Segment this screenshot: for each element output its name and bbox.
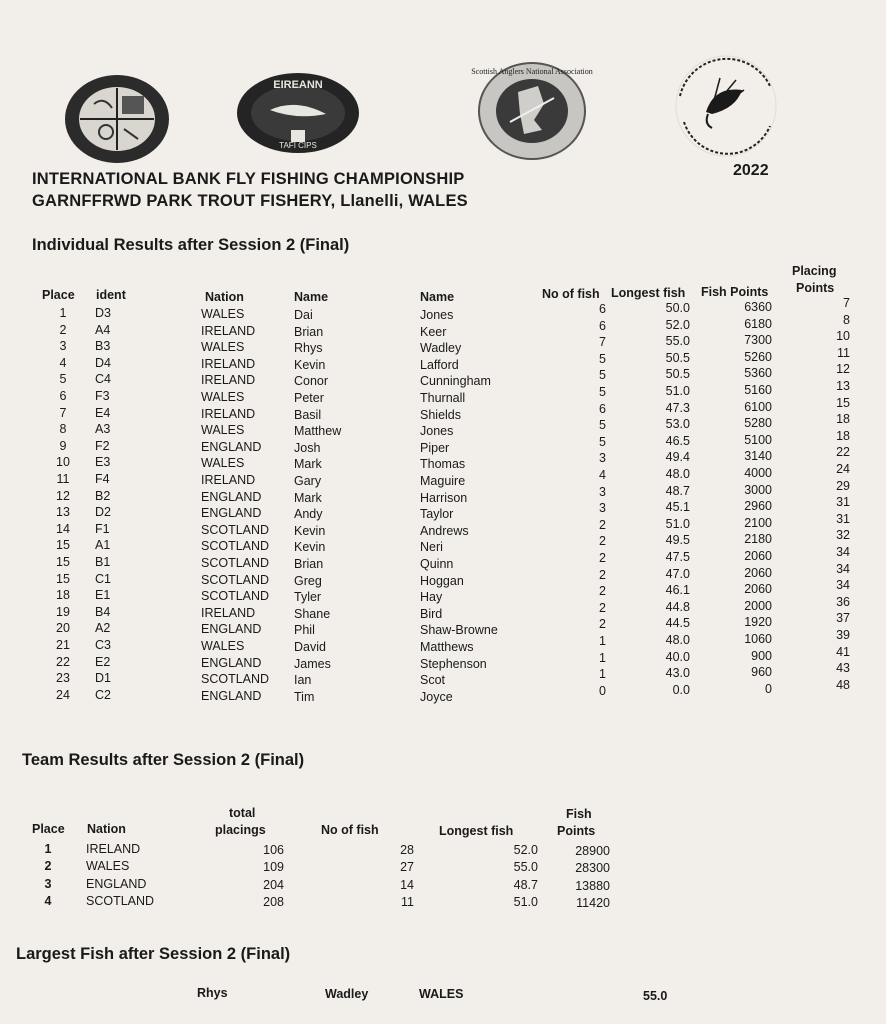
individual-row-23-last-name: Scot (420, 673, 446, 688)
individual-row-24-place: 24 (56, 687, 70, 702)
individual-row-3-no-of-fish: 7 (599, 335, 606, 350)
team-row-1-fish-points: 28900 (575, 844, 610, 858)
individual-row-17-fish-points: 2060 (744, 565, 772, 580)
individual-row-15-last-name: Neri (420, 540, 443, 555)
col-header-place: Place (42, 288, 75, 302)
individual-row-11-nation: IRELAND (201, 473, 256, 487)
individual-row-10-first-name: Mark (294, 457, 322, 472)
individual-row-1-longest-fish: 50.0 (665, 301, 690, 315)
individual-row-17-nation: SCOTLAND (201, 572, 270, 587)
individual-row-2-placing-points: 8 (843, 312, 850, 327)
individual-row-1-placing-points: 7 (843, 296, 850, 310)
largest-fish-heading: Largest Fish after Session 2 (Final) (16, 945, 291, 963)
individual-row-12-ident: B2 (95, 488, 111, 503)
individual-row-4-fish-points: 5260 (744, 349, 772, 364)
individual-row-19-first-name: Shane (294, 606, 331, 621)
col-header-placing: Placing (792, 264, 837, 278)
individual-row-20-ident: A2 (95, 621, 111, 636)
individual-row-22-nation: ENGLAND (201, 655, 262, 670)
team-col-header-placings: placings (215, 823, 266, 837)
individual-row-8-ident: A3 (95, 422, 111, 437)
individual-row-15-longest-fish: 49.5 (665, 533, 690, 548)
individual-row-23-placing-points: 43 (836, 661, 850, 676)
individual-row-24-first-name: Tim (294, 689, 315, 704)
individual-row-11-first-name: Gary (294, 474, 322, 488)
individual-row-20-longest-fish: 44.5 (665, 616, 690, 631)
individual-row-15-first-name: Kevin (294, 540, 326, 555)
individual-row-13-place: 13 (56, 505, 70, 520)
individual-row-21-placing-points: 39 (836, 628, 850, 642)
col-header-longest-fish: Longest fish (611, 286, 686, 300)
team-row-2-place: 2 (44, 859, 52, 874)
individual-row-2-no-of-fish: 6 (599, 318, 606, 333)
individual-row-22-placing-points: 41 (836, 644, 850, 659)
individual-row-13-first-name: Andy (294, 507, 323, 522)
team-row-4-total-placings: 208 (263, 895, 284, 910)
individual-row-16-nation: SCOTLAND (201, 556, 270, 570)
individual-row-22-fish-points: 900 (751, 648, 772, 663)
col-header-nation: Nation (205, 290, 244, 304)
individual-row-14-fish-points: 2100 (744, 515, 772, 530)
individual-row-3-fish-points: 7300 (744, 333, 772, 348)
individual-row-24-longest-fish: 0.0 (672, 682, 690, 697)
team-row-2-longest-fish: 55.0 (513, 860, 538, 875)
welsh-association-logo (666, 52, 786, 160)
individual-row-20-placing-points: 37 (836, 611, 850, 626)
individual-row-18-placing-points: 34 (836, 578, 850, 593)
individual-row-4-ident: D4 (95, 355, 111, 370)
individual-row-21-nation: WALES (201, 639, 245, 653)
individual-row-12-last-name: Harrison (420, 490, 468, 505)
individual-row-24-placing-points: 48 (836, 677, 850, 692)
individual-row-15-no-of-fish: 2 (599, 534, 606, 549)
individual-row-8-first-name: Matthew (294, 424, 342, 439)
individual-row-14-no-of-fish: 2 (599, 517, 606, 532)
individual-row-4-nation: IRELAND (201, 356, 256, 371)
individual-row-7-longest-fish: 47.3 (665, 400, 690, 415)
individual-row-6-placing-points: 13 (836, 379, 850, 393)
individual-row-1-ident: D3 (95, 306, 111, 320)
individual-row-19-fish-points: 2000 (744, 598, 772, 613)
individual-row-20-no-of-fish: 2 (599, 617, 606, 632)
team-row-1-nation: IRELAND (86, 842, 141, 856)
individual-row-4-longest-fish: 50.5 (665, 350, 690, 365)
individual-row-1-no-of-fish: 6 (599, 302, 606, 316)
individual-row-22-no-of-fish: 1 (599, 650, 606, 665)
scottish-logo-text: Scottish Anglers National Association (471, 67, 593, 76)
individual-row-19-no-of-fish: 2 (599, 600, 606, 615)
individual-row-16-placing-points: 34 (836, 545, 850, 559)
col-header-first-name: Name (294, 290, 329, 304)
individual-row-12-placing-points: 29 (836, 478, 850, 493)
individual-row-10-no-of-fish: 3 (599, 451, 606, 466)
eireann-logo-subtext: TAFI CIPS (279, 141, 317, 150)
individual-row-5-place: 5 (59, 372, 67, 387)
individual-row-10-place: 10 (56, 455, 70, 470)
individual-row-24-fish-points: 0 (765, 681, 772, 696)
team-col-header-place: Place (32, 822, 65, 836)
individual-row-7-no-of-fish: 6 (599, 401, 606, 416)
individual-row-7-placing-points: 15 (836, 395, 850, 410)
individual-row-6-no-of-fish: 5 (599, 385, 606, 399)
england-association-logo (64, 74, 170, 164)
individual-row-14-ident: F1 (95, 521, 110, 536)
individual-row-6-ident: F3 (95, 389, 110, 403)
individual-row-19-last-name: Bird (420, 606, 443, 621)
individual-row-11-no-of-fish: 4 (599, 468, 606, 482)
individual-row-5-last-name: Cunningham (420, 374, 491, 389)
largest-fish-length: 55.0 (643, 989, 668, 1003)
individual-row-9-no-of-fish: 5 (599, 434, 606, 449)
individual-row-1-nation: WALES (201, 307, 245, 321)
individual-row-11-longest-fish: 48.0 (665, 467, 690, 481)
individual-row-6-last-name: Thurnall (420, 391, 466, 405)
individual-row-7-fish-points: 6100 (744, 399, 772, 414)
individual-row-1-place: 1 (59, 306, 67, 320)
eireann-logo (236, 72, 361, 154)
team-col-header-no-of-fish: No of fish (321, 823, 379, 837)
individual-row-12-longest-fish: 48.7 (665, 483, 690, 498)
individual-row-18-first-name: Tyler (294, 590, 322, 605)
team-row-4-nation: SCOTLAND (86, 894, 155, 909)
individual-row-16-no-of-fish: 2 (599, 551, 606, 565)
individual-row-13-fish-points: 2960 (744, 499, 772, 514)
individual-row-23-place: 23 (56, 671, 70, 686)
individual-row-13-longest-fish: 45.1 (665, 500, 690, 515)
individual-row-22-last-name: Stephenson (420, 656, 487, 671)
individual-row-9-nation: ENGLAND (201, 439, 262, 454)
individual-row-18-ident: E1 (95, 588, 111, 603)
individual-row-5-first-name: Conor (294, 374, 329, 389)
individual-row-14-place: 14 (56, 521, 70, 536)
team-results-heading: Team Results after Session 2 (Final) (22, 751, 305, 769)
individual-row-15-placing-points: 32 (836, 528, 850, 543)
individual-row-9-placing-points: 18 (836, 428, 850, 443)
team-col-header-points: Points (557, 824, 596, 838)
individual-row-17-last-name: Hoggan (420, 573, 464, 588)
individual-row-11-last-name: Maguire (420, 474, 466, 488)
team-row-3-place: 3 (44, 876, 52, 891)
individual-row-16-ident: B1 (95, 555, 111, 569)
individual-row-24-no-of-fish: 0 (599, 683, 606, 698)
individual-row-10-last-name: Thomas (420, 457, 466, 472)
team-row-3-nation: ENGLAND (86, 876, 147, 891)
individual-row-7-last-name: Shields (420, 407, 461, 422)
individual-row-20-fish-points: 1920 (744, 615, 772, 630)
individual-row-11-place: 11 (56, 472, 70, 486)
individual-row-3-placing-points: 10 (836, 329, 850, 344)
team-row-3-total-placings: 204 (263, 877, 284, 892)
individual-row-22-ident: E2 (95, 654, 111, 669)
individual-row-12-fish-points: 3000 (744, 482, 772, 497)
individual-row-2-longest-fish: 52.0 (665, 317, 690, 332)
individual-row-2-last-name: Keer (420, 324, 447, 339)
individual-row-13-no-of-fish: 3 (599, 501, 606, 516)
individual-row-22-longest-fish: 40.0 (665, 649, 690, 664)
individual-row-15-nation: SCOTLAND (201, 539, 270, 554)
individual-row-9-first-name: Josh (294, 440, 321, 455)
individual-row-19-place: 19 (56, 604, 70, 619)
individual-row-19-placing-points: 36 (836, 594, 850, 609)
individual-row-3-longest-fish: 55.0 (665, 334, 690, 349)
individual-row-2-first-name: Brian (294, 324, 324, 339)
individual-row-10-nation: WALES (201, 456, 245, 471)
individual-row-5-placing-points: 12 (836, 362, 850, 377)
individual-row-10-fish-points: 3140 (744, 449, 772, 464)
individual-row-11-placing-points: 24 (836, 462, 850, 476)
team-row-1-place: 1 (44, 842, 52, 856)
individual-row-5-ident: C4 (95, 372, 111, 387)
individual-row-16-place: 15 (56, 555, 70, 569)
individual-row-12-no-of-fish: 3 (599, 484, 606, 499)
individual-row-12-first-name: Mark (294, 490, 322, 505)
individual-row-10-ident: E3 (95, 455, 111, 470)
individual-row-20-last-name: Shaw-Browne (420, 623, 498, 638)
individual-row-8-nation: WALES (201, 423, 245, 438)
individual-row-17-placing-points: 34 (836, 561, 850, 576)
individual-row-18-place: 18 (56, 588, 70, 603)
individual-row-7-ident: E4 (95, 405, 111, 420)
team-row-3-fish-points: 13880 (575, 878, 610, 893)
individual-row-16-longest-fish: 47.5 (665, 550, 690, 564)
championship-year: 2022 (733, 162, 769, 179)
individual-row-19-ident: B4 (95, 604, 111, 619)
individual-row-21-no-of-fish: 1 (599, 634, 606, 648)
team-col-header-nation: Nation (87, 822, 126, 836)
team-row-4-longest-fish: 51.0 (513, 895, 538, 910)
individual-row-3-nation: WALES (201, 340, 245, 355)
individual-row-19-nation: IRELAND (201, 605, 256, 620)
individual-row-21-first-name: David (294, 640, 326, 654)
individual-row-22-place: 22 (56, 654, 70, 669)
team-row-1-longest-fish: 52.0 (513, 843, 538, 857)
individual-row-6-first-name: Peter (294, 391, 324, 405)
individual-row-13-placing-points: 31 (836, 495, 850, 510)
team-col-header-longest-fish: Longest fish (439, 824, 514, 838)
individual-row-20-place: 20 (56, 621, 70, 636)
individual-row-17-ident: C1 (95, 571, 111, 586)
team-row-4-fish-points: 11420 (576, 896, 610, 911)
individual-row-8-no-of-fish: 5 (599, 418, 606, 433)
team-row-4-no-of-fish: 11 (401, 895, 414, 910)
individual-row-9-fish-points: 5100 (744, 432, 772, 447)
individual-row-4-first-name: Kevin (294, 357, 326, 372)
individual-row-10-longest-fish: 49.4 (665, 450, 690, 465)
individual-row-15-fish-points: 2180 (744, 532, 772, 547)
individual-row-12-nation: ENGLAND (201, 489, 262, 504)
individual-row-18-nation: SCOTLAND (201, 589, 270, 604)
team-row-4-place: 4 (44, 894, 52, 909)
individual-row-9-ident: F2 (95, 438, 110, 453)
individual-row-3-place: 3 (59, 339, 67, 354)
individual-row-23-no-of-fish: 1 (599, 667, 606, 682)
page-subtitle: GARNFFRWD PARK TROUT FISHERY, Llanelli, WALES (32, 192, 468, 210)
individual-row-11-fish-points: 4000 (744, 466, 772, 480)
individual-row-4-last-name: Lafford (420, 357, 459, 372)
individual-row-17-no-of-fish: 2 (599, 567, 606, 582)
individual-row-3-ident: B3 (95, 339, 111, 354)
team-col-header-fish: Fish (566, 807, 592, 821)
individual-row-8-place: 8 (59, 422, 67, 437)
team-row-1-total-placings: 106 (263, 843, 284, 857)
individual-row-18-longest-fish: 46.1 (665, 583, 690, 598)
individual-results-heading: Individual Results after Session 2 (Final) (32, 236, 350, 254)
individual-row-6-place: 6 (59, 389, 67, 403)
individual-row-8-longest-fish: 53.0 (665, 417, 690, 432)
individual-row-7-place: 7 (59, 405, 67, 420)
individual-row-6-nation: WALES (201, 390, 245, 404)
individual-row-24-ident: C2 (95, 687, 111, 702)
individual-row-3-last-name: Wadley (420, 341, 462, 356)
individual-row-23-first-name: Ian (294, 673, 312, 688)
individual-row-8-fish-points: 5280 (744, 416, 772, 431)
team-row-2-fish-points: 28300 (575, 861, 610, 876)
individual-row-9-last-name: Piper (420, 440, 450, 455)
individual-row-8-placing-points: 18 (836, 412, 850, 427)
individual-row-5-fish-points: 5360 (744, 366, 772, 381)
col-header-last-name: Name (420, 290, 455, 304)
individual-row-4-no-of-fish: 5 (599, 351, 606, 366)
team-row-3-longest-fish: 48.7 (513, 877, 538, 892)
individual-row-3-first-name: Rhys (294, 341, 323, 356)
individual-row-16-fish-points: 2060 (744, 549, 772, 563)
col-header-ident: ident (96, 288, 126, 302)
individual-row-18-no-of-fish: 2 (599, 584, 606, 599)
individual-row-2-place: 2 (59, 322, 67, 337)
individual-row-15-ident: A1 (95, 538, 111, 553)
individual-row-23-ident: D1 (95, 671, 111, 686)
individual-row-11-ident: F4 (95, 472, 110, 486)
individual-row-17-place: 15 (56, 571, 70, 586)
individual-row-5-no-of-fish: 5 (599, 368, 606, 383)
team-row-1-no-of-fish: 28 (400, 843, 414, 857)
largest-fish-nation: WALES (419, 987, 464, 1001)
individual-row-21-last-name: Matthews (420, 640, 474, 654)
individual-row-21-fish-points: 1060 (744, 632, 772, 646)
individual-row-7-first-name: Basil (294, 407, 322, 422)
individual-row-23-fish-points: 960 (751, 665, 772, 680)
individual-row-1-last-name: Jones (420, 308, 454, 322)
individual-row-21-ident: C3 (95, 638, 111, 652)
individual-row-20-nation: ENGLAND (201, 622, 262, 637)
team-row-3-no-of-fish: 14 (400, 877, 414, 892)
individual-row-6-fish-points: 5160 (744, 383, 772, 397)
individual-row-21-place: 21 (56, 638, 70, 652)
individual-row-8-last-name: Jones (420, 424, 454, 439)
individual-row-21-longest-fish: 48.0 (665, 633, 690, 647)
team-row-2-nation: WALES (86, 859, 130, 874)
individual-row-16-first-name: Brian (294, 557, 324, 571)
individual-row-2-nation: IRELAND (201, 323, 256, 338)
col-header-points: Points (796, 281, 835, 295)
individual-row-16-last-name: Quinn (420, 557, 454, 571)
individual-row-14-nation: SCOTLAND (201, 522, 270, 537)
individual-row-17-longest-fish: 47.0 (665, 566, 690, 581)
individual-row-19-longest-fish: 44.8 (665, 599, 690, 614)
individual-row-14-last-name: Andrews (420, 523, 469, 538)
eireann-logo-text: EIREANN (273, 79, 323, 91)
individual-row-20-first-name: Phil (294, 623, 315, 638)
individual-row-2-ident: A4 (95, 322, 111, 337)
individual-row-9-longest-fish: 46.5 (665, 433, 690, 448)
individual-row-24-nation: ENGLAND (201, 688, 262, 703)
individual-row-1-first-name: Dai (294, 308, 313, 322)
page-title: INTERNATIONAL BANK FLY FISHING CHAMPIONSHIP (32, 170, 465, 188)
largest-fish-last-name: Wadley (325, 987, 369, 1001)
scottish-anglers-logo (471, 62, 593, 160)
col-header-fish-points: Fish Points (701, 285, 769, 299)
individual-row-13-nation: ENGLAND (201, 506, 262, 521)
team-row-2-total-placings: 109 (263, 860, 284, 875)
individual-row-2-fish-points: 6180 (744, 316, 772, 331)
individual-row-15-place: 15 (56, 538, 70, 553)
individual-row-18-last-name: Hay (420, 590, 443, 605)
individual-row-24-last-name: Joyce (420, 689, 453, 704)
individual-row-10-placing-points: 22 (836, 445, 850, 460)
individual-row-1-fish-points: 6360 (744, 300, 772, 314)
individual-row-14-first-name: Kevin (294, 523, 326, 538)
individual-row-14-placing-points: 31 (836, 511, 850, 526)
team-row-2-no-of-fish: 27 (400, 860, 414, 875)
largest-fish-first-name: Rhys (197, 986, 228, 1000)
individual-row-4-place: 4 (59, 355, 67, 370)
individual-row-12-place: 12 (56, 488, 70, 503)
individual-row-22-first-name: James (294, 656, 331, 671)
individual-row-23-nation: SCOTLAND (201, 672, 270, 687)
individual-row-18-fish-points: 2060 (744, 582, 772, 597)
individual-row-23-longest-fish: 43.0 (665, 666, 690, 681)
individual-row-7-nation: IRELAND (201, 406, 256, 421)
col-header-no-of-fish: No of fish (542, 287, 600, 301)
individual-row-14-longest-fish: 51.0 (665, 516, 690, 531)
individual-row-6-longest-fish: 51.0 (665, 384, 690, 398)
individual-row-13-last-name: Taylor (420, 507, 454, 522)
individual-row-17-first-name: Greg (294, 573, 322, 588)
individual-row-9-place: 9 (59, 438, 67, 453)
individual-row-4-placing-points: 11 (837, 345, 850, 360)
team-col-header-total: total (229, 806, 256, 820)
individual-row-13-ident: D2 (95, 505, 111, 520)
individual-row-5-longest-fish: 50.5 (665, 367, 690, 382)
individual-row-5-nation: IRELAND (201, 373, 256, 388)
